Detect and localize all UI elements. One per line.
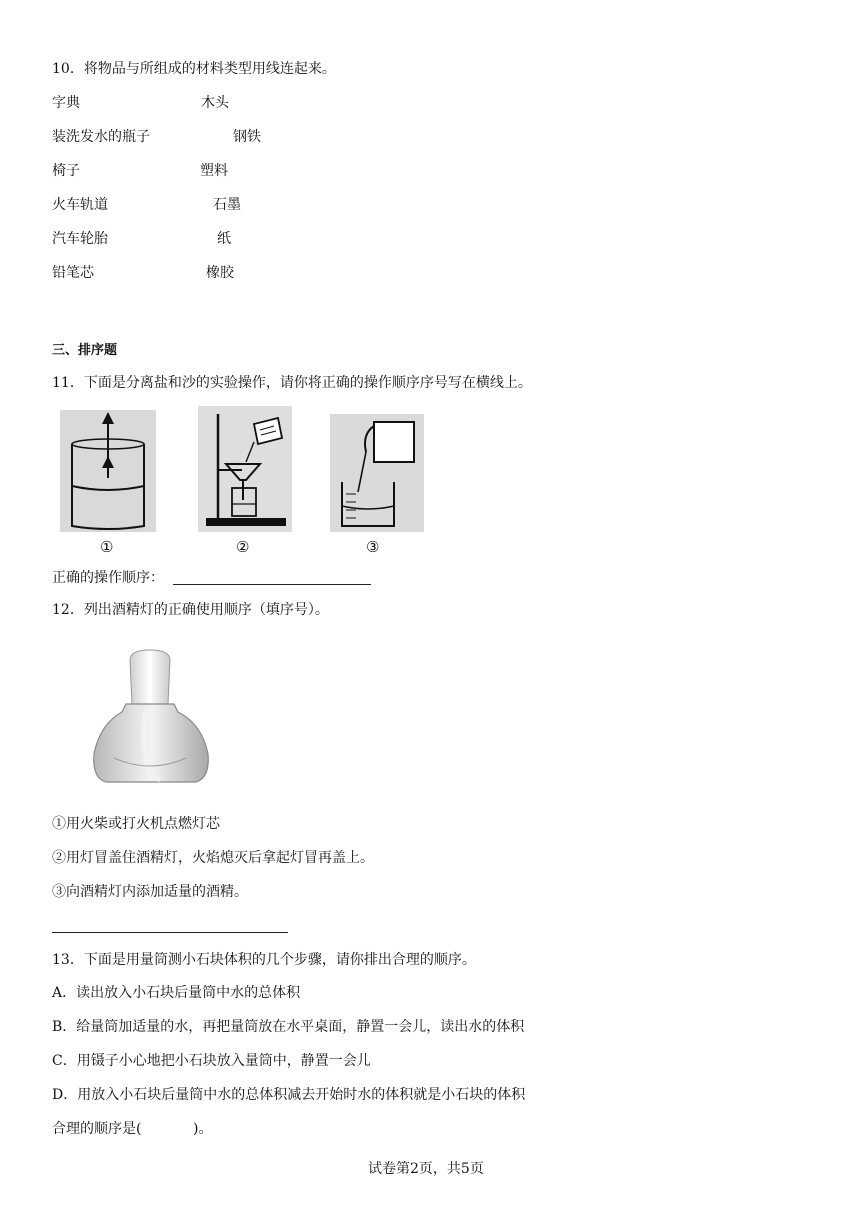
figure-label-1: ① <box>100 538 114 556</box>
section-heading: 三、排序题 <box>52 343 118 358</box>
q10-material-paper: 纸 <box>217 231 231 247</box>
figure-label-3: ③ <box>366 538 380 556</box>
q10-material-wood: 木头 <box>201 95 229 111</box>
q10-item-chair: 椅子 <box>52 163 80 179</box>
q13-option-b: B．给量筒加适量的水，再把量筒放在水平桌面，静置一会儿，读出水的体积 <box>52 1019 525 1035</box>
q10-item-pencil-lead: 铅笔芯 <box>52 265 94 281</box>
q12-answer-blank[interactable] <box>52 918 288 933</box>
pouring-figure <box>328 412 426 534</box>
q10-item-train-track: 火车轨道 <box>52 197 108 213</box>
q10-title: 10．将物品与所组成的材料类型用线连起来。 <box>52 61 336 77</box>
page-footer: 试卷第2页，共5页 <box>368 1161 484 1177</box>
q12-step-3: ③向酒精灯内添加适量的酒精。 <box>52 884 248 900</box>
q13-answer-suffix: )。 <box>193 1121 213 1137</box>
q11-title: 11．下面是分离盐和沙的实验操作，请你将正确的操作顺序序号写在横线上。 <box>52 375 532 391</box>
q10-item-shampoo-bottle: 装洗发水的瓶子 <box>52 129 150 145</box>
q11-answer-blank[interactable] <box>173 570 371 585</box>
q12-step-1: ①用火柴或打火机点燃灯芯 <box>52 816 220 832</box>
q13-option-d: D．用放入小石块后量筒中水的总体积减去开始时水的体积就是小石块的体积 <box>52 1087 526 1103</box>
alcohol-lamp-image <box>86 646 216 786</box>
figure-label-2: ② <box>236 538 250 556</box>
q10-material-graphite: 石墨 <box>213 197 241 213</box>
q12-title: 12．列出酒精灯的正确使用顺序（填序号）。 <box>52 602 329 618</box>
q10-item-dictionary: 字典 <box>52 95 80 111</box>
filtration-figure <box>196 404 294 534</box>
q13-answer-prefix: 合理的顺序是( <box>52 1121 142 1137</box>
q10-material-rubber: 橡胶 <box>206 265 234 281</box>
q10-item-car-tire: 汽车轮胎 <box>52 231 108 247</box>
q10-material-plastic: 塑料 <box>200 163 228 179</box>
stirring-figure <box>58 408 158 534</box>
q10-material-steel: 钢铁 <box>233 129 261 145</box>
q11-answer-label: 正确的操作顺序： <box>52 570 164 586</box>
q13-title: 13．下面是用量筒测小石块体积的几个步骤，请你排出合理的顺序。 <box>52 952 476 968</box>
q13-option-a: A．读出放入小石块后量筒中水的总体积 <box>52 985 301 1001</box>
q12-step-2: ②用灯冒盖住酒精灯，火焰熄灭后拿起灯冒再盖上。 <box>52 850 374 866</box>
q13-option-c: C．用镊子小心地把小石块放入量筒中，静置一会儿 <box>52 1053 371 1069</box>
